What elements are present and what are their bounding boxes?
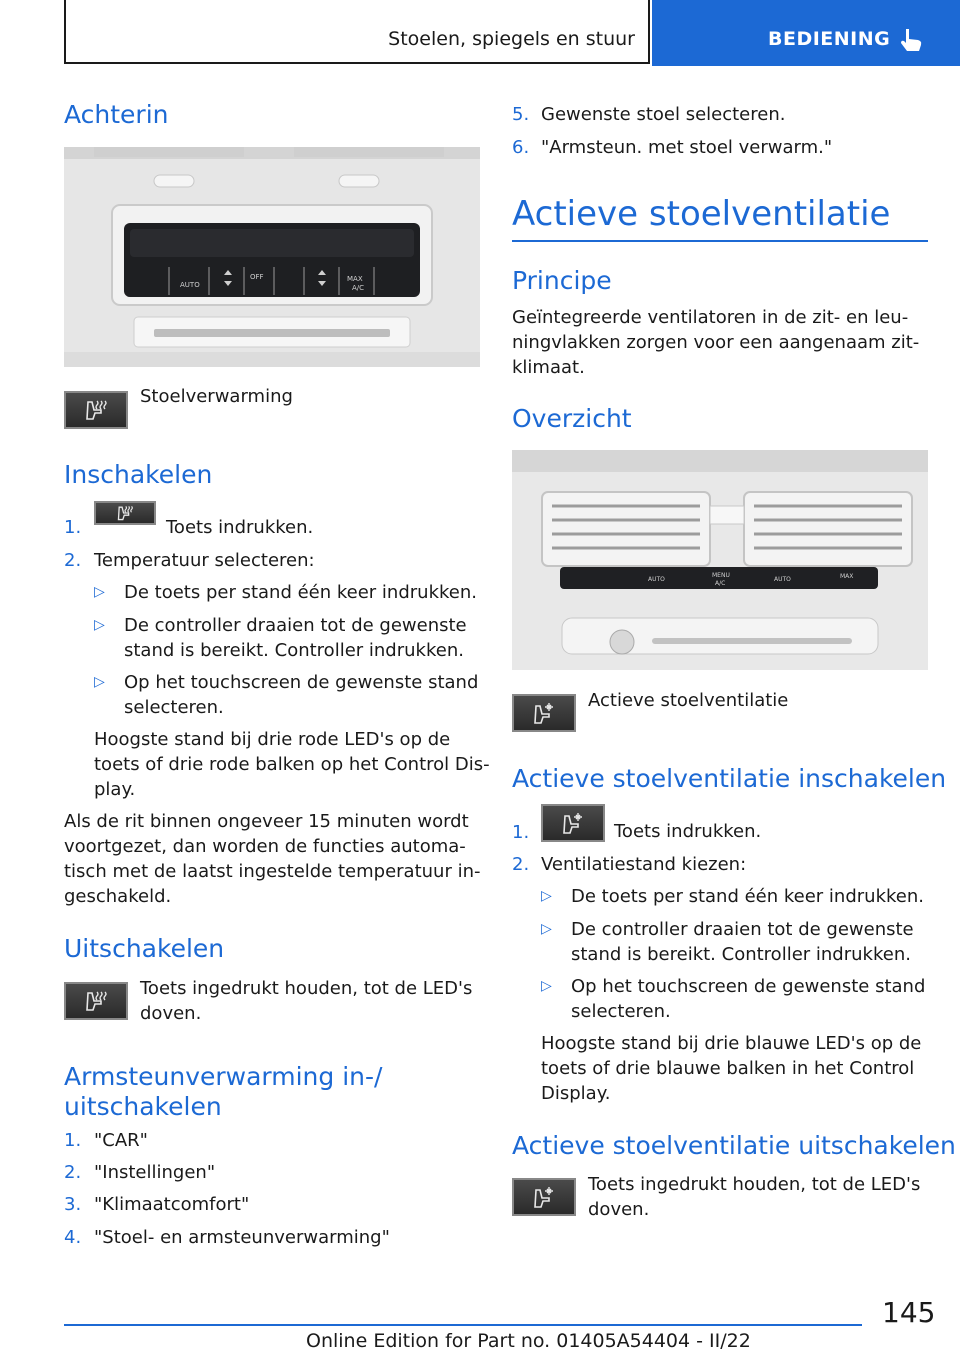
bullet-triangle-icon: ▷ <box>541 978 552 994</box>
bullet-text: De toets per stand één keer indrukken. <box>124 582 477 603</box>
heading-achterin: Achterin <box>64 100 169 129</box>
step-text: Temperatuur selecteren: <box>94 550 315 571</box>
heading-armsteun-line2: uitschakelen <box>64 1092 222 1121</box>
bullet-text: Op het touchscreen de gewenste stand <box>571 976 926 997</box>
main-title: Actieve stoelventilatie <box>512 194 891 234</box>
panel-menu-label: MENU <box>712 572 730 579</box>
seat-ventilation-icon <box>560 811 586 835</box>
step-number: 1. <box>64 517 82 538</box>
seat-ventilation-button-inline <box>541 804 605 842</box>
panel-auto-label: AUTO <box>774 576 791 583</box>
note-line: Display. <box>541 1083 611 1104</box>
bullet-text: De controller draaien tot de gewenste <box>571 919 914 940</box>
heading-uitschakelen: Uitschakelen <box>64 934 225 963</box>
menu-step-text: Gewenste stoel selecteren. <box>541 104 786 125</box>
step-text: Ventilatiestand kiezen: <box>541 854 747 875</box>
heading-armsteun-line1: Armsteunverwarming in-/ <box>64 1062 383 1091</box>
pointing-hand-icon <box>896 25 926 55</box>
uit-line: Toets ingedrukt houden, tot de LED's <box>140 978 473 999</box>
heading-overzicht: Overzicht <box>512 404 632 433</box>
bullet-text: selecteren. <box>124 697 224 718</box>
step-number: 6. <box>512 137 530 158</box>
front-vent-panel-photo <box>512 450 928 670</box>
panel-ac-label: A/C <box>715 580 726 587</box>
section-title: Stoelen, spiegels en stuur <box>388 28 635 50</box>
para-line: tisch met de laatst ingestelde temperatuur in- <box>64 861 481 882</box>
principe-line: ningvlakken zorgen voor een aangenaam zit- <box>512 332 920 353</box>
seat-ventilation-button-image <box>512 1178 576 1216</box>
menu-step-text: "CAR" <box>94 1130 148 1151</box>
step-text: Toets indrukken. <box>614 821 762 842</box>
bullet-triangle-icon: ▷ <box>94 617 105 633</box>
chapter-tab-label: BEDIENING <box>768 28 891 50</box>
panel-max-label: MAX <box>347 275 363 283</box>
step-number: 2. <box>64 1162 82 1183</box>
note-line: Hoogste stand bij drie rode LED's op de <box>94 729 451 750</box>
seat-ventilation-icon <box>531 1185 557 1209</box>
seat-ventilation-button-image <box>512 694 576 732</box>
step-number: 1. <box>64 1130 82 1151</box>
heading-ventilatie-uitschakelen: Actieve stoelventilatie uitschakelen <box>512 1131 956 1160</box>
panel-ac-label: A/C <box>352 284 365 292</box>
principe-line: Geïntegreerde ventilatoren in de zit- en leu- <box>512 307 909 328</box>
bullet-text: De controller draaien tot de gewenste <box>124 615 467 636</box>
panel-off-label: OFF <box>250 273 264 281</box>
seat-heating-icon <box>83 399 109 421</box>
panel-max-label: MAX <box>840 573 854 580</box>
chapter-tab[interactable] <box>652 0 960 66</box>
bullet-triangle-icon: ▷ <box>94 584 105 600</box>
step-number: 2. <box>512 854 530 875</box>
step-number: 2. <box>64 550 82 571</box>
step-number: 1. <box>512 822 530 843</box>
step-text: Toets indrukken. <box>166 517 314 538</box>
note-line: toets of drie rode balken op het Control Dis- <box>94 754 490 775</box>
bullet-text: Op het touchscreen de gewenste stand <box>124 672 479 693</box>
uit-line: doven. <box>140 1003 202 1024</box>
seat-heating-button-inline <box>94 501 156 525</box>
seat-heating-icon <box>114 505 136 521</box>
footer-rule <box>64 1324 862 1326</box>
uit-line: Toets ingedrukt houden, tot de LED's <box>588 1174 921 1195</box>
seat-heating-button-image <box>64 982 128 1020</box>
heading-ventilatie-inschakelen: Actieve stoelventilatie inschakelen <box>512 764 947 793</box>
bullet-text: selecteren. <box>571 1001 671 1022</box>
seat-heating-button-image <box>64 391 128 429</box>
note-line: Hoogste stand bij drie blauwe LED's op de <box>541 1033 922 1054</box>
seat-ventilation-icon <box>531 701 557 725</box>
step-number: 5. <box>512 104 530 125</box>
heading-inschakelen: Inschakelen <box>64 460 213 489</box>
bullet-triangle-icon: ▷ <box>94 674 105 690</box>
menu-step-text: "Instellingen" <box>94 1162 216 1183</box>
bullet-text: stand is bereikt. Controller indrukken. <box>571 944 911 965</box>
heading-principe: Principe <box>512 266 612 295</box>
menu-step-text: "Klimaatcomfort" <box>94 1194 250 1215</box>
panel-auto-label: AUTO <box>648 576 665 583</box>
seat-heating-icon <box>83 990 109 1012</box>
step-number: 4. <box>64 1227 82 1248</box>
note-line: play. <box>94 779 136 800</box>
caption-actieve-stoelventilatie: Actieve stoelventilatie <box>588 690 789 711</box>
uit-line: doven. <box>588 1199 650 1220</box>
step-number: 3. <box>64 1194 82 1215</box>
bullet-text: De toets per stand één keer indrukken. <box>571 886 924 907</box>
para-line: geschakeld. <box>64 886 172 907</box>
para-line: Als de rit binnen ongeveer 15 minuten wordt <box>64 811 469 832</box>
menu-step-text: "Armsteun. met stoel verwarm." <box>541 137 833 158</box>
principe-line: klimaat. <box>512 357 585 378</box>
panel-auto-label: AUTO <box>180 281 200 289</box>
rear-climate-panel-photo <box>64 147 480 367</box>
footer-edition: Online Edition for Part no. 01405A54404 - II/22 <box>306 1330 751 1352</box>
caption-stoelverwarming: Stoelverwarming <box>140 386 293 407</box>
bullet-text: stand is bereikt. Controller indrukken. <box>124 640 464 661</box>
para-line: voortgezet, dan worden de functies automa- <box>64 836 466 857</box>
note-line: toets of drie blauwe balken in het Control <box>541 1058 915 1079</box>
bullet-triangle-icon: ▷ <box>541 921 552 937</box>
page-number: 145 <box>882 1296 936 1329</box>
menu-step-text: "Stoel- en armsteunverwarming" <box>94 1227 390 1248</box>
title-rule <box>512 240 928 242</box>
bullet-triangle-icon: ▷ <box>541 888 552 904</box>
